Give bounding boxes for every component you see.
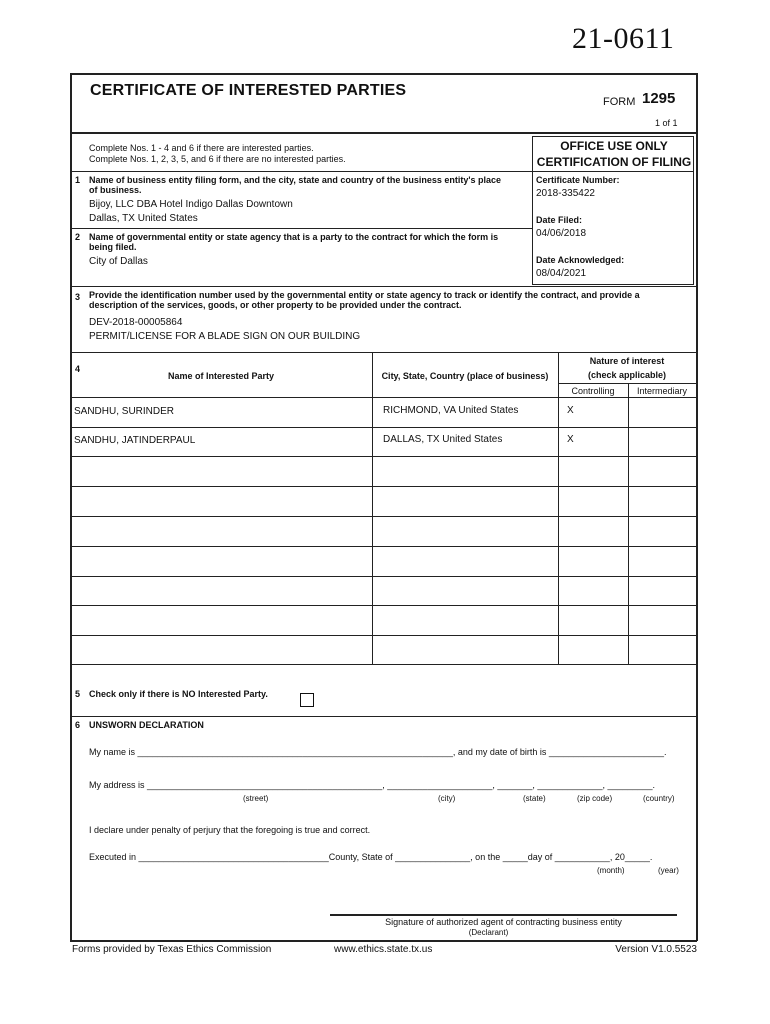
table-row-line: [70, 516, 697, 517]
executed-in-line: Executed in ______________________________________County, State of _______________, on the _____day of ___________, 20_____.: [89, 852, 653, 862]
section-5-label: Check only if there is NO Interested Party.: [89, 689, 268, 699]
table-col-line-2: [558, 352, 559, 664]
signature-caption: Signature of authorized agent of contracting business entity: [385, 917, 622, 927]
executed-sublabel-year: (year): [658, 866, 679, 875]
form-number: 1295: [642, 90, 676, 107]
table-row-line: [70, 427, 697, 428]
section-2-number: 2: [75, 232, 81, 242]
date-acknowledged-label: Date Acknowledged:: [536, 255, 625, 265]
declarant-caption: (Declarant): [468, 928, 509, 937]
office-divider: [532, 171, 694, 172]
declarant-address-line: My address is _______________________________________________, _____________________, _______, _____________, _________.: [89, 780, 656, 790]
section-6-number: 6: [75, 720, 81, 730]
frame-bottom: [70, 940, 697, 942]
section-1-label-line-2: of business.: [89, 185, 142, 195]
column-header-intermediary: Intermediary: [636, 386, 688, 396]
frame-top: [70, 73, 697, 75]
table-row-line: [70, 456, 697, 457]
table-row-line: [70, 635, 697, 636]
contract-description: PERMIT/LICENSE FOR A BLADE SIGN ON OUR BUILDING: [89, 331, 361, 342]
contract-id-number: DEV-2018-00005864: [89, 317, 183, 328]
section-6-divider: [70, 716, 697, 717]
table-row-line: [70, 486, 697, 487]
section-6-label: UNSWORN DECLARATION: [89, 720, 204, 730]
certificate-number-label: Certificate Number:: [536, 175, 620, 185]
instruction-line-2: Complete Nos. 1, 2, 3, 5, and 6 if there are no interested parties.: [89, 154, 346, 164]
column-header-check-applicable: (check applicable): [587, 370, 667, 380]
date-acknowledged-value: 08/04/2021: [536, 268, 587, 279]
interested-party-city-2: DALLAS, TX United States: [383, 434, 503, 445]
column-header-nature: Nature of interest: [589, 356, 665, 366]
signature-line: [330, 914, 677, 916]
section-3-divider: [70, 286, 697, 287]
section-2-divider: [70, 228, 532, 229]
frame-right: [696, 73, 698, 941]
date-filed-value: 04/06/2018: [536, 228, 587, 239]
section-1-divider: [70, 171, 532, 172]
section-1-number: 1: [75, 175, 81, 185]
address-sublabel-zip: (zip code): [577, 794, 613, 803]
table-row-line: [70, 546, 697, 547]
instruction-line-1: Complete Nos. 1 - 4 and 6 if there are interested parties.: [89, 143, 314, 153]
section-4-number: 4: [75, 364, 81, 374]
handwritten-file-number: 21-0611: [572, 22, 675, 55]
no-interested-party-checkbox[interactable]: [300, 693, 314, 707]
footer-website[interactable]: www.ethics.state.tx.us: [334, 944, 433, 955]
interested-party-controlling-2: X: [567, 434, 574, 445]
table-row-line: [70, 576, 697, 577]
nature-subheader-divider: [558, 383, 696, 384]
date-filed-label: Date Filed:: [536, 215, 583, 225]
column-header-name: Name of Interested Party: [167, 371, 275, 381]
address-sublabel-state: (state): [523, 794, 546, 803]
column-header-controlling: Controlling: [571, 386, 615, 396]
certificate-number-value: 2018-335422: [536, 188, 595, 199]
form-label: FORM: [603, 96, 636, 108]
address-sublabel-country: (country): [643, 794, 675, 803]
table-col-line-1: [372, 352, 373, 664]
section-5-number: 5: [75, 689, 81, 699]
table-row-line: [70, 664, 697, 665]
interested-party-controlling-1: X: [567, 405, 574, 416]
footer-version: Version V1.0.5523: [615, 944, 697, 955]
interested-party-name-1: SANDHU, SURINDER: [74, 406, 175, 417]
table-row-line: [70, 605, 697, 606]
business-entity-name: Bijoy, LLC DBA Hotel Indigo Dallas Downtown: [89, 199, 293, 210]
certification-of-filing-title: CERTIFICATION OF FILING: [536, 155, 692, 169]
perjury-declaration: I declare under penalty of perjury that the foregoing is true and correct.: [89, 825, 371, 835]
section-2-label-line-2: being filed.: [89, 242, 137, 252]
header-divider: [70, 132, 697, 134]
section-2-label-line-1: Name of governmental entity or state agency that is a party to the contract for which the form is: [89, 232, 499, 242]
address-sublabel-city: (city): [438, 794, 456, 803]
governmental-entity-name: City of Dallas: [89, 256, 148, 267]
section-3-number: 3: [75, 292, 81, 302]
frame-left: [70, 73, 72, 941]
table-col-line-3: [628, 383, 629, 664]
footer-commission: Forms provided by Texas Ethics Commission: [72, 944, 272, 955]
interested-party-city-1: RICHMOND, VA United States: [383, 405, 519, 416]
column-header-city: City, State, Country (place of business): [381, 371, 549, 381]
section-4-divider: [70, 352, 697, 353]
section-3-label-line-1: Provide the identification number used by the governmental entity or state agency to track or identify the contract, and provide a: [89, 290, 640, 300]
business-entity-location: Dallas, TX United States: [89, 213, 198, 224]
interested-party-name-2: SANDHU, JATINDERPAUL: [74, 435, 196, 446]
form-title: CERTIFICATE OF INTERESTED PARTIES: [90, 82, 407, 99]
section-1-label-line-1: Name of business entity filing form, and the city, state and country of the business entity's place: [89, 175, 502, 185]
office-use-title: OFFICE USE ONLY: [560, 139, 668, 153]
address-sublabel-street: (street): [243, 794, 269, 803]
section-3-label-line-2: description of the services, goods, or other property to be provided under the contract.: [89, 300, 462, 310]
table-row-line: [70, 397, 697, 398]
declarant-name-line: My name is _______________________________________________________________, and my date of birth is _______________________.: [89, 747, 667, 757]
page-indicator: 1 of 1: [655, 118, 678, 128]
executed-sublabel-month: (month): [597, 866, 625, 875]
